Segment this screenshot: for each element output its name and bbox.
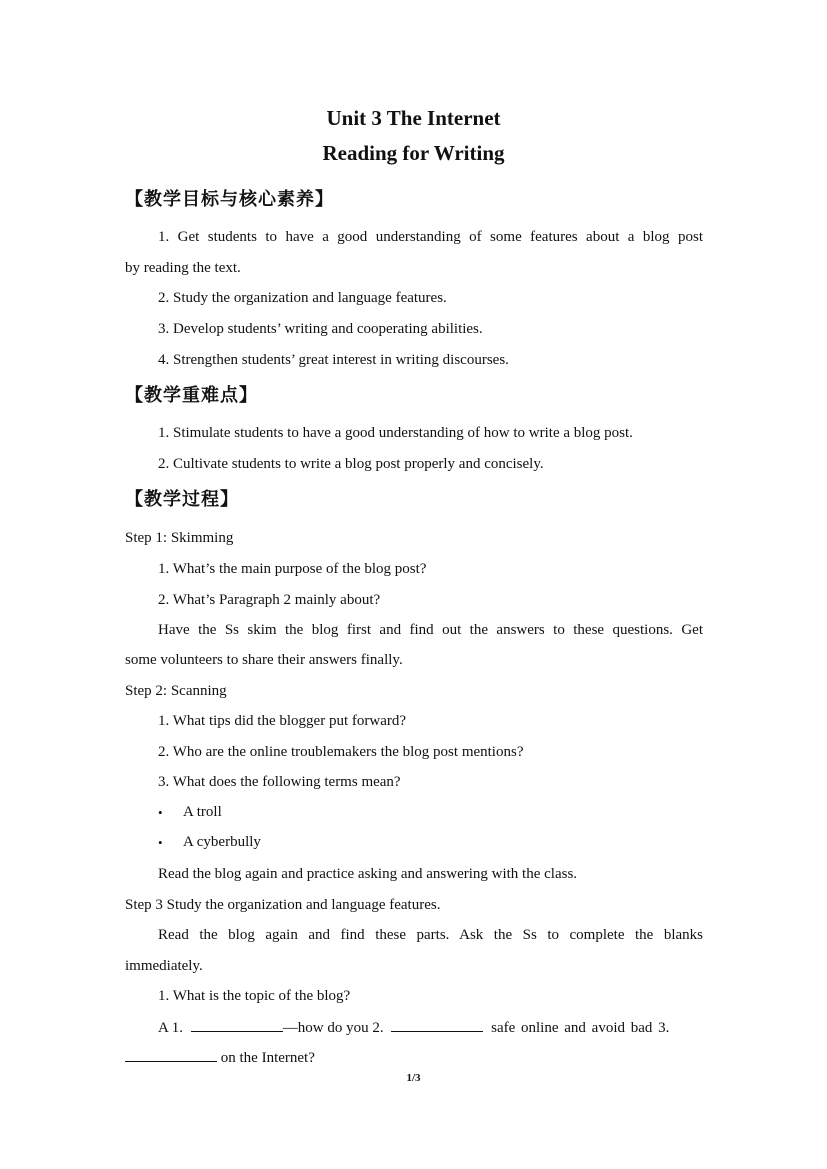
fill-line-b [125, 1049, 315, 1067]
bullet-item-cyberbully: A cyberbully [183, 834, 261, 850]
fill-a-end: on the Internet? [220, 1050, 315, 1066]
goal-2: 2. Study the organization and language features. [158, 290, 447, 306]
step1-note-line2: some volunteers to share their answers finally. [125, 652, 403, 668]
bullet-icon: • [158, 835, 163, 850]
goal-1-line1: 1. Get students to have a good understanding of some features about a blog post [158, 229, 703, 245]
step1-title: Step 1: Skimming [125, 530, 234, 546]
goal-1-line2: by reading the text. [125, 260, 241, 276]
step3-question-1: 1. What is the topic of the blog? [158, 988, 351, 1004]
blank-2 [391, 1019, 483, 1032]
step1-note-line1: Have the Ss skim the blog first and find out the answers to these questions. Get [158, 622, 703, 638]
step2-question-1: 1. What tips did the blogger put forward? [158, 713, 406, 729]
fill-line-a [158, 1019, 669, 1037]
step1-question-1: 1. What’s the main purpose of the blog post? [158, 561, 427, 577]
goal-4: 4. Strengthen students’ great interest in writing discourses. [158, 352, 509, 368]
key-points-heading: 【教学重难点】 [125, 385, 258, 406]
step2-question-2: 2. Who are the online troublemakers the blog post mentions? [158, 744, 524, 760]
step3-note-line1: Read the blog again and find these parts. Ask the Ss to complete the blanks [158, 927, 703, 943]
step2-title: Step 2: Scanning [125, 683, 227, 699]
blank-3 [125, 1049, 217, 1062]
bullet-item-troll: A troll [183, 804, 222, 820]
bullet-icon: • [158, 805, 163, 820]
key-point-2: 2. Cultivate students to write a blog post properly and concisely. [158, 456, 544, 472]
goals-heading: 【教学目标与核心素养】 [125, 189, 334, 210]
step3-title: Step 3 Study the organization and language features. [125, 897, 441, 913]
page-title: Unit 3 The Internet [326, 106, 501, 130]
process-heading: 【教学过程】 [125, 489, 239, 510]
key-point-1: 1. Stimulate students to have a good understanding of how to write a blog post. [158, 425, 633, 441]
fill-a-mid2: safe online and avoid bad 3. [491, 1020, 670, 1036]
step2-note: Read the blog again and practice asking and answering with the class. [158, 866, 578, 882]
fill-a-prefix: A 1. [158, 1020, 184, 1036]
page-subtitle: Reading for Writing [322, 141, 505, 165]
goal-3: 3. Develop students’ writing and cooperating abilities. [158, 321, 483, 337]
fill-a-mid1: —how do you 2. [282, 1020, 384, 1036]
step2-question-3: 3. What does the following terms mean? [158, 774, 401, 790]
page-number: 1/3 [406, 1072, 421, 1084]
step3-note-line2: immediately. [125, 958, 203, 974]
blank-1 [191, 1019, 283, 1032]
step1-question-2: 2. What’s Paragraph 2 mainly about? [158, 592, 381, 608]
